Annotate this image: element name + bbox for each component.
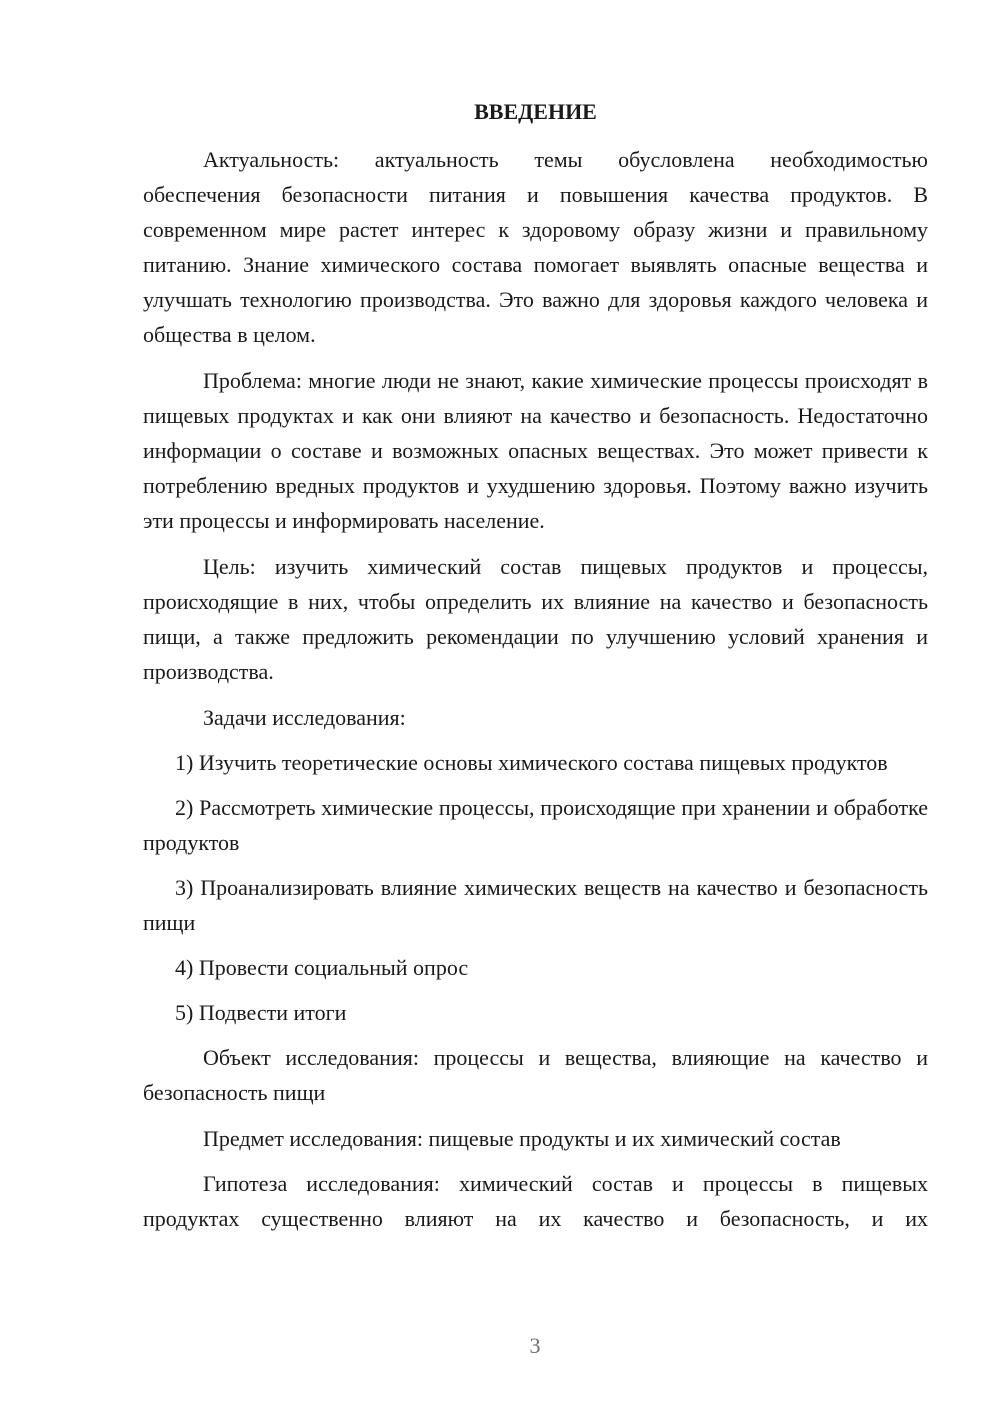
task-item-2: 2) Рассмотреть химические процессы, происходящие при хранении и обработке продуктов — [143, 795, 928, 855]
paragraph-object: Объект исследования: процессы и вещества, влияющие на качество и безопасность пищи — [143, 1045, 928, 1105]
page-title: ВВЕДЕНИЕ — [474, 99, 597, 124]
paragraph-hypothesis: Гипотеза исследования: химический состав и процессы в пищевых продуктах существенно влияют на их качество и безопасность, и их — [143, 1171, 928, 1231]
task-item-1: 1) Изучить теоретические основы химического состава пищевых продуктов — [175, 750, 888, 775]
task-item-4: 4) Провести социальный опрос — [175, 955, 469, 980]
page-number: 3 — [529, 1333, 541, 1358]
paragraph-goal: Цель: изучить химический состав пищевых продуктов и процессы, происходящие в них, чтобы определить их влияние на качество и безопасность пищи, а также предложить рекомендации по улучшению условий хранения и производства. — [143, 554, 928, 684]
task-item-5: 5) Подвести итоги — [175, 1000, 347, 1025]
tasks-heading: Задачи исследования: — [203, 705, 406, 730]
paragraph-relevance: Актуальность: актуальность темы обусловлена необходимостью обеспечения безопасности питания и повышения качества продуктов. В современном мире растет интерес к здоровому образу жизни и правильному питанию. Знание химического состава помогает выявлять опасные вещества и улучшать технологию производства. Это важно для здоровья каждого человека и общества в целом. — [143, 147, 928, 347]
paragraph-subject: Предмет исследования: пищевые продукты и их химический состав — [203, 1126, 841, 1151]
task-item-3: 3) Проанализировать влияние химических веществ на качество и безопасность пищи — [143, 875, 928, 935]
document-page — [143, 96, 928, 1247]
paragraph-problem: Проблема: многие люди не знают, какие химические процессы происходят в пищевых продуктах и как они влияют на качество и безопасность. Недостаточно информации о составе и возможных опасных веществах. Это может привести к потреблению вредных продуктов и ухудшению здоровья. Поэтому важно изучить эти процессы и информировать население. — [143, 368, 928, 533]
